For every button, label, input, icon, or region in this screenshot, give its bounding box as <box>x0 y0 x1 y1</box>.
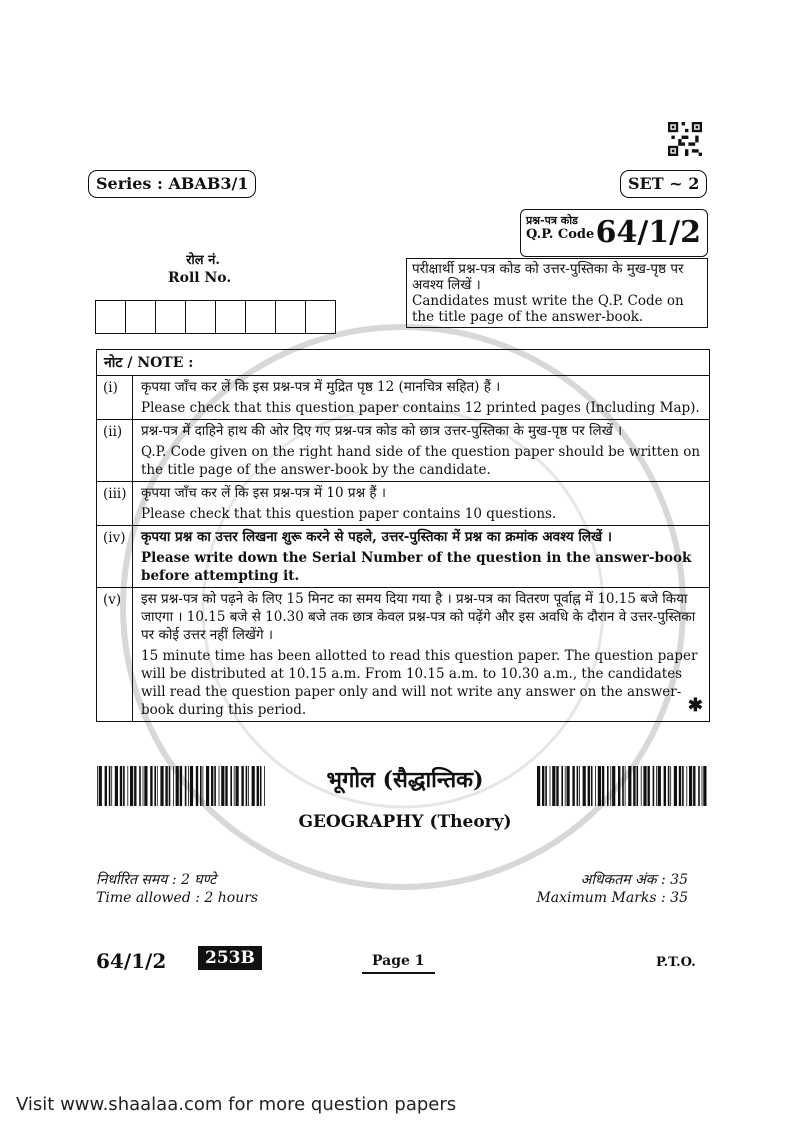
qp-code-label-hi: प्रश्न-पत्र कोड <box>526 214 578 227</box>
footer-text: Visit www.shaalaa.com for more question papers <box>16 1094 457 1115</box>
subject-title-en: GEOGRAPHY (Theory) <box>298 812 512 832</box>
note-item <box>97 482 709 526</box>
paper-code: 64/1/2 <box>96 949 167 973</box>
note-table <box>96 349 710 722</box>
qp-code-value: 64/1/2 <box>595 215 701 250</box>
note-item-number: (iv) <box>97 526 133 587</box>
qp-code-instruction-box <box>406 258 708 328</box>
note-item-number: (v) <box>97 588 133 721</box>
note-item-en: Q.P. Code given on the right hand side of the question paper should be written on the title page of the answer-book by the candidate. <box>141 444 701 478</box>
set-label: SET ~ 2 <box>620 170 707 198</box>
page-number: Page 1 <box>362 953 435 974</box>
note-item <box>97 376 709 420</box>
max-marks-en: Maximum Marks : 35 <box>536 890 688 906</box>
note-item-en: Please check that this question paper contains 12 printed pages (Including Map). <box>141 400 700 416</box>
note-item-number: (iii) <box>97 482 133 525</box>
roll-digit-box[interactable] <box>185 300 216 334</box>
note-title: नोट / NOTE : <box>97 350 709 376</box>
note-item-number: (ii) <box>97 420 133 481</box>
note-item-hi: कृपया जाँच कर लें कि इस प्रश्न-पत्र में मुद्रित पृष्ठ 12 (मानचित्र सहित) हैं । <box>141 379 501 395</box>
note-item-en: Please check that this question paper contains 10 questions. <box>141 506 557 522</box>
paper-badge: 253B <box>198 946 262 970</box>
roll-label-en: Roll No. <box>168 270 232 286</box>
note-item <box>97 526 709 588</box>
subject-title-hi: भूगोल (सैद्धान्तिक) <box>326 767 484 793</box>
time-allowed-en: Time allowed : 2 hours <box>96 890 259 906</box>
roll-digit-box[interactable] <box>215 300 246 334</box>
barcode-icon <box>537 766 707 806</box>
roll-digit-box[interactable] <box>125 300 156 334</box>
asterisk-icon: ✱ <box>687 695 703 716</box>
qp-code-box <box>520 209 708 257</box>
roll-number-boxes[interactable] <box>96 300 336 334</box>
roll-digit-box[interactable] <box>305 300 336 334</box>
roll-digit-box[interactable] <box>245 300 276 334</box>
note-item-en: Please write down the Serial Number of the question in the answer-book before attempting it. <box>141 550 692 584</box>
qr-code-icon <box>668 122 702 156</box>
note-item-hi: इस प्रश्न-पत्र को पढ़ने के लिए 15 मिनट का समय दिया गया है । प्रश्न-पत्र का वितरण पूर्वाह्न में 10.15 बजे किया जाएगा । 10.15 बजे से 10.30 बजे तक छात्र केवल प्रश्न-पत्र को पढ़ेंगे और इस अवधि के दौरान वे उत्तर-पुस्तिका पर कोई उत्तर नहीं लिखेंगे । <box>141 591 696 643</box>
barcode-icon <box>97 766 267 806</box>
note-item <box>97 420 709 482</box>
note-item-hi: प्रश्न-पत्र में दाहिने हाथ की ओर दिए गए प्रश्न-पत्र कोड को छात्र उत्तर-पुस्तिका के मुख-पृष्ठ पर लिखें । <box>141 423 623 439</box>
note-item-hi: कृपया प्रश्न का उत्तर लिखना शुरू करने से पहले, उत्तर-पुस्तिका में प्रश्न का क्रमांक अवश्य लिखें । <box>141 529 612 545</box>
roll-digit-box[interactable] <box>155 300 186 334</box>
series-label: Series : ABAB3/1 <box>88 170 256 198</box>
max-marks-hi: अधिकतम अंक : 35 <box>580 872 688 888</box>
roll-digit-box[interactable] <box>95 300 126 334</box>
qp-code-label-en: Q.P. Code <box>526 227 595 242</box>
note-item-number: (i) <box>97 376 133 419</box>
instruction-hi: परीक्षार्थी प्रश्न-पत्र कोड को उत्तर-पुस्तिका के मुख-पृष्ठ पर अवश्य लिखें । <box>412 261 684 293</box>
time-allowed-hi: निर्धारित समय : 2 घण्टे <box>96 872 217 888</box>
pto-label: P.T.O. <box>656 955 696 970</box>
instruction-en: Candidates must write the Q.P. Code on the title page of the answer-book. <box>412 293 684 325</box>
roll-label-hi: रोल नं. <box>186 253 220 268</box>
note-item-en: 15 minute time has been allotted to read this question paper. The question paper will be distributed at 10.15 a.m. From 10.15 a.m. to 10.30 a.m., the candidates will read the question paper only and will not write any answer on the answer-book during this period. ✱ <box>141 648 703 718</box>
note-item <box>97 588 709 721</box>
note-item-hi: कृपया जाँच कर लें कि इस प्रश्न-पत्र में 10 प्रश्न हैं । <box>141 485 386 501</box>
roll-digit-box[interactable] <box>275 300 306 334</box>
